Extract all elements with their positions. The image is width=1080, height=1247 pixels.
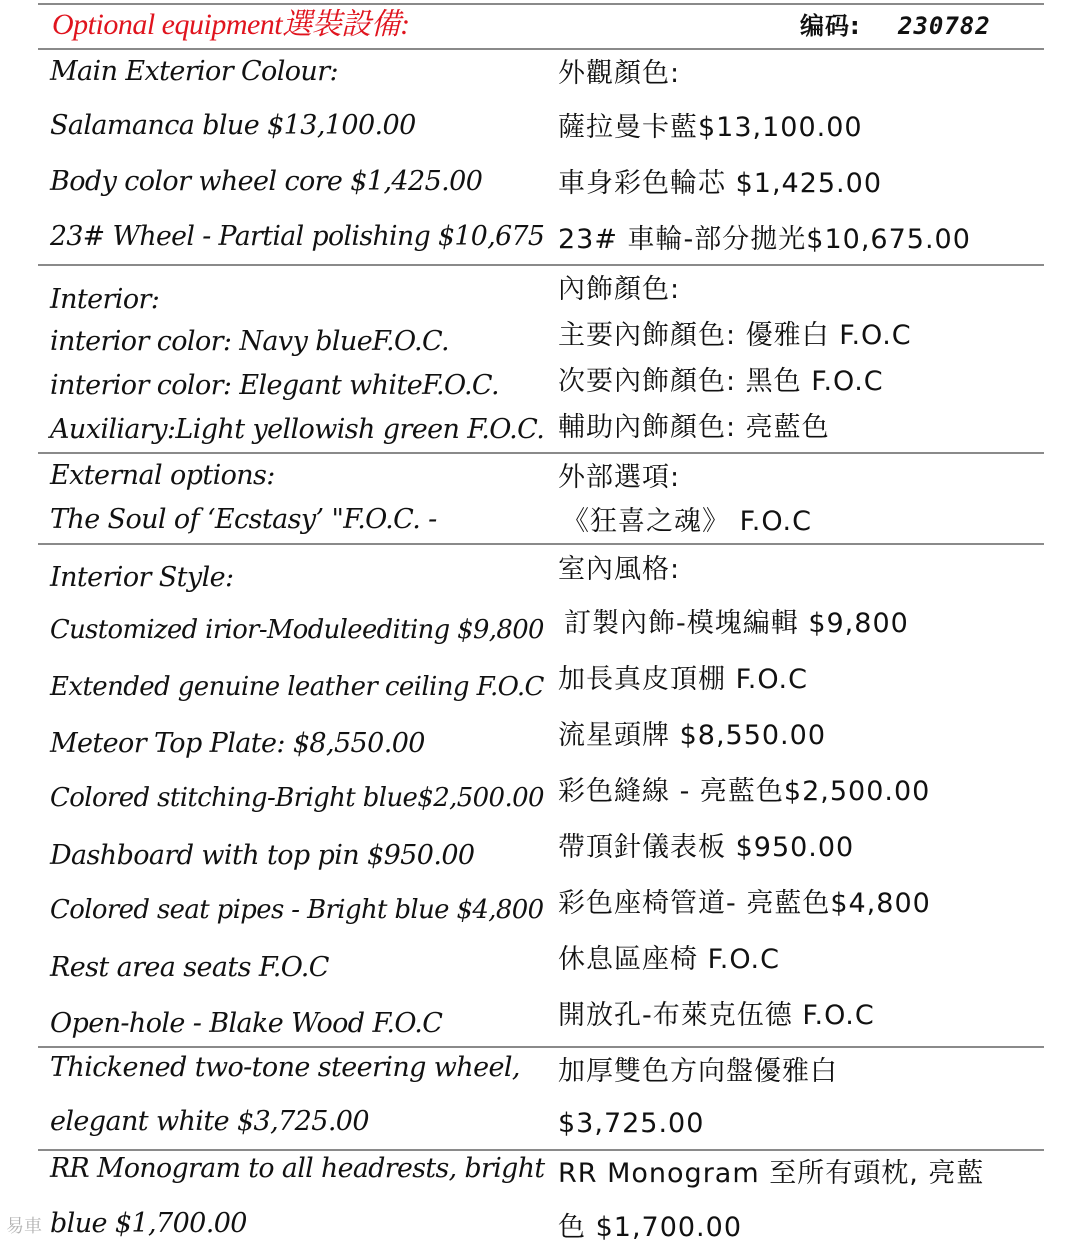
- interior-item-en: Auxiliary:Light yellowish green F.O.C.: [50, 414, 545, 445]
- interior-heading-en: Interior:: [50, 284, 160, 315]
- exterior-item-zh: 薩拉曼卡藍$13,100.00: [558, 112, 863, 143]
- exterior-heading-en: Main Exterior Colour:: [50, 56, 338, 87]
- interior-style-item-zh: 流星頭牌 $8,550.00: [558, 720, 826, 751]
- sheet-title: Optional equipment選裝設備:: [52, 8, 410, 41]
- code-value: 230782: [898, 12, 991, 40]
- external-options-heading-en: External options:: [50, 460, 275, 491]
- exterior-item-zh: 23# 車輪-部分拋光$10,675.00: [558, 224, 971, 255]
- interior-style-item-en: Colored seat pipes - Bright blue $4,800: [50, 895, 544, 925]
- monogram-line-zh: 色 $1,700.00: [558, 1212, 742, 1243]
- interior-style-item-zh: 彩色縫線 - 亮藍色$2,500.00: [558, 776, 931, 807]
- exterior-item-zh: 車身彩色輪芯 $1,425.00: [558, 168, 882, 199]
- monogram-line-en: blue $1,700.00: [50, 1208, 247, 1239]
- divider: [38, 452, 1044, 454]
- steering-line-zh: 加厚雙色方向盤優雅白: [558, 1056, 838, 1087]
- interior-style-item-zh: 彩色座椅管道- 亮藍色$4,800: [558, 888, 931, 919]
- interior-style-item-en: Open-hole - Blake Wood F.O.C: [50, 1008, 443, 1039]
- divider: [38, 543, 1044, 545]
- interior-style-item-zh: 訂製內飾-模塊編輯 $9,800: [564, 608, 909, 639]
- interior-style-item-en: Meteor Top Plate: $8,550.00: [50, 728, 425, 759]
- monogram-line-zh: RR Monogram 至所有頭枕, 亮藍: [558, 1158, 985, 1189]
- interior-style-item-en: Dashboard with top pin $950.00: [50, 840, 475, 871]
- interior-item-zh: 次要內飾顏色: 黑色 F.O.C: [558, 366, 884, 397]
- interior-style-heading-zh: 室內風格:: [558, 554, 681, 585]
- exterior-item-en: Body color wheel core $1,425.00: [50, 166, 483, 197]
- steering-line-en: elegant white $3,725.00: [50, 1106, 369, 1137]
- interior-style-item-zh: 休息區座椅 F.O.C: [558, 944, 780, 975]
- exterior-item-en: 23# Wheel - Partial polishing $10,675: [50, 221, 545, 252]
- exterior-item-en: Salamanca blue $13,100.00: [50, 110, 416, 141]
- divider: [38, 48, 1044, 50]
- divider: [38, 1046, 1044, 1048]
- divider: [38, 1149, 1044, 1151]
- steering-line-en: Thickened two-tone steering wheel,: [50, 1052, 520, 1083]
- interior-style-item-en: Colored stitching-Bright blue$2,500.00: [50, 783, 544, 813]
- external-options-heading-zh: 外部選項:: [558, 462, 681, 493]
- interior-style-item-zh: 開放孔-布萊克伍德 F.O.C: [558, 1000, 875, 1031]
- interior-item-zh: 輔助內飾顏色: 亮藍色: [558, 412, 830, 443]
- steering-line-zh: $3,725.00: [558, 1108, 705, 1139]
- code-label: 编码:: [800, 12, 861, 40]
- interior-style-item-zh: 加長真皮頂棚 F.O.C: [558, 664, 808, 695]
- interior-heading-zh: 內飾顏色:: [558, 274, 681, 305]
- interior-style-heading-en: Interior Style:: [50, 562, 234, 593]
- interior-item-en: interior color: Navy blueF.O.C.: [50, 326, 450, 357]
- divider: [38, 264, 1044, 266]
- interior-style-item-en: Customized irior-Moduleediting $9,800: [50, 615, 544, 645]
- external-options-item-zh: 《狂喜之魂》 F.O.C: [562, 506, 812, 537]
- top-border: [38, 3, 1044, 5]
- interior-item-zh: 主要內飾顏色: 優雅白 F.O.C: [558, 320, 912, 351]
- monogram-line-en: RR Monogram to all headrests, bright: [50, 1153, 545, 1184]
- interior-style-item-en: Rest area seats F.O.C: [50, 952, 329, 983]
- watermark-logo: 易車: [6, 1216, 42, 1237]
- interior-style-item-zh: 帶頂針儀表板 $950.00: [558, 832, 855, 863]
- interior-item-en: interior color: Elegant whiteF.O.C.: [50, 370, 500, 401]
- external-options-item-en: The Soul of ‘Ecstasy’ "F.O.C. -: [50, 504, 437, 535]
- interior-style-item-en: Extended genuine leather ceiling F.O.C: [50, 672, 544, 702]
- exterior-heading-zh: 外觀顏色:: [558, 58, 681, 89]
